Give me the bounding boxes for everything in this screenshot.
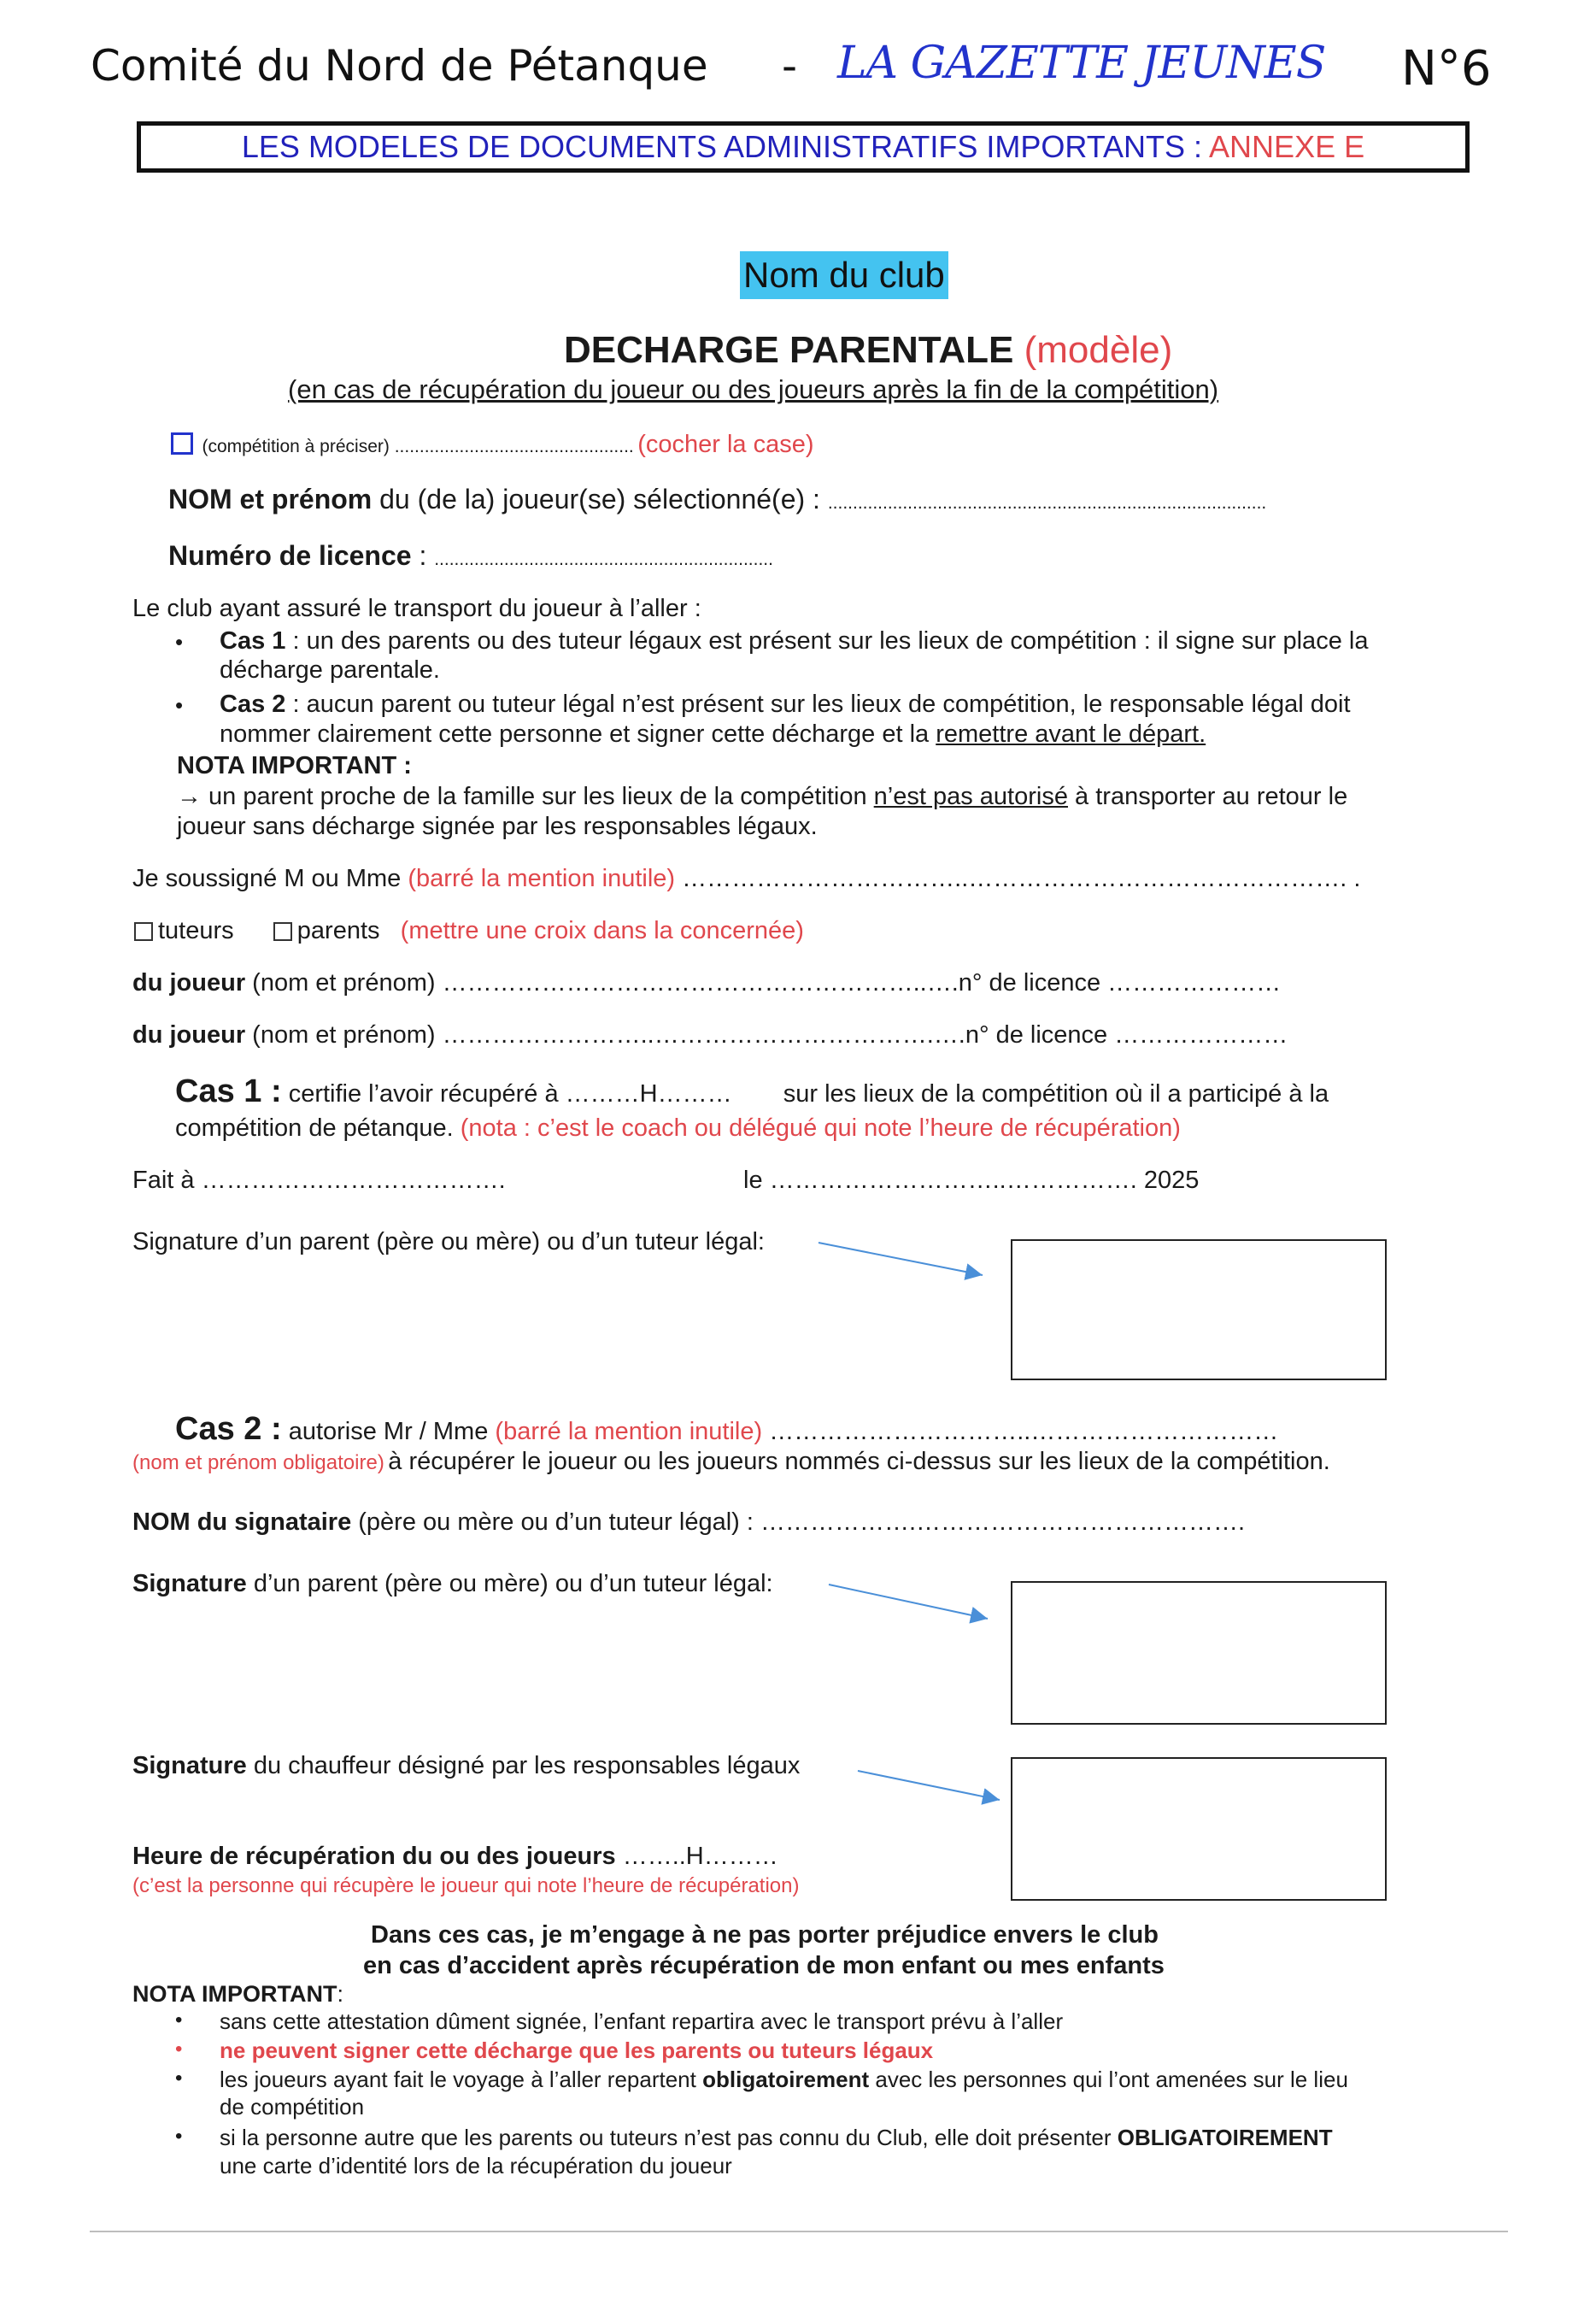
competition-hint: (cocher la case) <box>637 431 814 458</box>
tuteurs-label: tuteurs <box>158 917 234 944</box>
nota2-item3-c: avec les personnes qui l’ont amenées sur le lieu <box>875 2067 1348 2092</box>
soussigne-hint: (barré la mention inutile) <box>408 865 676 892</box>
club-name: Nom du club <box>740 251 948 299</box>
cas1-label: Cas 1 <box>220 627 286 655</box>
bullet: • <box>175 2037 183 2061</box>
nota1-text-b: n’est pas autorisé <box>873 783 1068 810</box>
soussigne-dots: ……………………………..………………………………………. . <box>682 865 1361 892</box>
nota1-text-c: à transporter au retour le <box>1075 783 1348 810</box>
joueur-line-1-text: (nom et prénom) …………………………………………………..….n° de licence ………………… <box>252 969 1282 997</box>
footer-divider <box>90 2231 1508 2232</box>
annex-banner <box>137 121 1470 173</box>
header-issue-number: N°6 <box>1401 41 1492 97</box>
competition-line <box>171 431 814 459</box>
cas2-block-line2 <box>132 1448 1330 1476</box>
document-title <box>564 329 1172 372</box>
player-name-bold: NOM et prénom <box>168 484 373 514</box>
joueur-line-1 <box>132 969 1281 997</box>
header-committee: Comité du Nord de Pétanque <box>91 41 708 91</box>
heure-bold: Heure de récupération du ou des joueurs <box>132 1843 616 1870</box>
cas1-block-label: Cas 1 : <box>175 1073 282 1109</box>
intro-text: Le club ayant assuré le transport du joueur à l’aller : <box>132 595 701 622</box>
joueur-line-1-bold: du joueur <box>132 969 246 997</box>
fait-le: le ………………………..……………. 2025 <box>743 1167 1200 1194</box>
cas2-line2 <box>220 720 1206 749</box>
cas2-line1 <box>220 691 1351 719</box>
cas1-text1: : un des parents ou des tuteur légaux est présent sur les lieux de compétition : il signe sur place la <box>292 627 1369 655</box>
player-name-line <box>168 484 1266 515</box>
cas2-block-dots: …………………………..………………………… <box>769 1418 1279 1445</box>
cas2-block-line2-text: à récupérer le joueur ou les joueurs nommés ci-dessus sur les lieux de la compétition. <box>388 1448 1330 1475</box>
nota1-line2: joueur sans décharge signée par les responsables légaux. <box>177 813 818 840</box>
signature2-box[interactable] <box>1011 1581 1387 1725</box>
nota2-item4-line2: une carte d’identité lors de la récupération du joueur <box>220 2153 732 2178</box>
banner-annex: ANNEXE E <box>1209 129 1365 164</box>
bullet: • <box>175 692 184 718</box>
cas2-block-hint: (barré la mention inutile) <box>495 1418 763 1445</box>
heure-hint: (c’est la personne qui récupère le joueur qui note l’heure de récupération) <box>132 1874 800 1897</box>
cas2-block-line1 <box>175 1411 1278 1448</box>
soussigne-text: Je soussigné M ou Mme <box>132 865 402 892</box>
nota1-text-a: → un parent proche de la famille sur les lieux de la compétition <box>177 783 867 810</box>
signature3-label <box>132 1752 800 1780</box>
arrow-2-icon <box>829 1585 988 1619</box>
cas1-block-text: certifie l’avoir récupéré à ………H……… <box>288 1080 732 1108</box>
signature2-label <box>132 1570 773 1598</box>
joueur-line-2-bold: du joueur <box>132 1021 246 1049</box>
signature3-box[interactable] <box>1011 1757 1387 1901</box>
cas1-block-line2 <box>175 1114 1181 1143</box>
cas1-block-line2-text: compétition de pétanque. <box>175 1114 454 1142</box>
bullet: • <box>175 2125 183 2148</box>
nota2-title-line <box>132 1981 343 2008</box>
nota2-item4-a: si la personne autre que les parents ou tuteurs n’est pas connu du Club, elle doit présenter <box>220 2125 1112 2150</box>
nota2-item4-b: OBLIGATOIREMENT <box>1117 2125 1333 2150</box>
header-gazette-title: LA GAZETTE JEUNES <box>837 38 1326 89</box>
cas1-block-text2: sur les lieux de la compétition où il a participé à la <box>783 1080 1329 1108</box>
signataire-bold: NOM du signataire <box>132 1508 352 1536</box>
cas2-label: Cas 2 <box>220 691 286 718</box>
cas2-text2b: remettre avant le départ. <box>936 720 1206 748</box>
header-dash: - <box>782 41 798 91</box>
arrow-1-icon <box>819 1243 983 1275</box>
player-name-dots: ........................................................................................ <box>827 493 1267 513</box>
title-main: DECHARGE PARENTALE <box>564 329 1014 371</box>
heure-text: ……..H……… <box>622 1843 778 1870</box>
nota2-item3-a: les joueurs ayant fait le voyage à l’aller repartent <box>220 2067 696 2092</box>
signature3-bold: Signature <box>132 1752 247 1779</box>
competition-label: (compétition à préciser) ................................................ <box>202 437 634 456</box>
nota1-line1 <box>177 783 1347 811</box>
competition-checkbox[interactable] <box>171 432 193 455</box>
parents-label: parents <box>296 917 380 944</box>
nota2-item3-b: obligatoirement <box>702 2067 870 2092</box>
nota2-colon: : <box>337 1981 343 2007</box>
cas2-block-text: autorise Mr / Mme <box>288 1418 489 1445</box>
parents-checkbox[interactable] <box>273 922 292 941</box>
nota2-item4-line1 <box>220 2125 1333 2151</box>
licence-line <box>168 540 773 572</box>
bullet: • <box>175 2008 183 2031</box>
cas1-line2: décharge parentale. <box>220 656 440 684</box>
title-suffix: (modèle) <box>1024 329 1173 371</box>
cas2-block-label: Cas 2 : <box>175 1411 282 1447</box>
nota2-item2: ne peuvent signer cette décharge que les parents ou tuteurs légaux <box>220 2037 934 2063</box>
engagement-line1: Dans ces cas, je m’engage à ne pas porter préjudice envers le club <box>371 1921 1159 1949</box>
banner-main: LES MODELES DE DOCUMENTS ADMINISTRATIFS IMPORTANTS : <box>241 129 1203 164</box>
licence-rest: : <box>419 540 427 571</box>
cas1-line1 <box>220 627 1368 656</box>
signature3-text: du chauffeur désigné par les responsables légaux <box>253 1752 801 1779</box>
nota2-title: NOTA IMPORTANT <box>132 1981 337 2007</box>
bullet: • <box>175 629 184 655</box>
bullet: • <box>175 2067 183 2090</box>
tuteurs-hint: (mettre une croix dans la concernée) <box>400 917 804 944</box>
tuteurs-checkbox[interactable] <box>134 922 153 941</box>
arrows-layer <box>812 1231 1017 1761</box>
arrow-3-layer <box>854 1759 1017 1810</box>
signataire-text: (père ou mère ou d’un tuteur légal) : ……………….…………………………………. <box>358 1508 1246 1536</box>
nota2-item3-line1 <box>220 2067 1348 2093</box>
player-name-rest: du (de la) joueur(se) sélectionné(e) : <box>379 484 820 514</box>
cas2-text2a: nommer clairement cette personne et signer cette décharge et la <box>220 720 930 748</box>
signature2-bold: Signature <box>132 1570 247 1597</box>
joueur-line-2 <box>132 1021 1288 1050</box>
licence-bold: Numéro de licence <box>168 540 412 571</box>
signature1-box[interactable] <box>1011 1239 1387 1380</box>
signataire-line <box>132 1508 1245 1537</box>
signature1-label: Signature d’un parent (père ou mère) ou d’un tuteur légal: <box>132 1228 765 1255</box>
licence-dots: .................................................................... <box>434 550 773 569</box>
cas1-block-hint: (nota : c’est le coach ou délégué qui note l’heure de récupération) <box>460 1114 1181 1142</box>
heure-line <box>132 1843 778 1871</box>
document-subtitle: (en cas de récupération du joueur ou des joueurs après la fin de la compétition) <box>288 374 1219 404</box>
nota2-item1: sans cette attestation dûment signée, l’enfant repartira avec le transport prévu à l’aller <box>220 2008 1064 2034</box>
signature2-text: d’un parent (père ou mère) ou d’un tuteur légal: <box>253 1570 773 1597</box>
joueur-line-2-text: (nom et prénom) ……………………..…………………………….….n° de licence ………………… <box>252 1021 1288 1049</box>
tuteurs-line <box>134 917 804 945</box>
fait-a: Fait à ………………………………. <box>132 1167 506 1194</box>
cas2-text1: : aucun parent ou tuteur légal n’est présent sur les lieux de compétition, le responsable légal doit <box>292 691 1351 718</box>
nota2-item3-line2: de compétition <box>220 2094 365 2120</box>
arrow-3-icon <box>858 1771 1000 1800</box>
engagement-line2: en cas d’accident après récupération de mon enfant ou mes enfants <box>363 1952 1165 1979</box>
soussigne-line <box>132 865 1360 893</box>
nota1-title: NOTA IMPORTANT : <box>177 752 412 779</box>
cas2-small-hint: (nom et prénom obligatoire) <box>132 1451 384 1474</box>
cas1-block-line1 <box>175 1073 1329 1110</box>
